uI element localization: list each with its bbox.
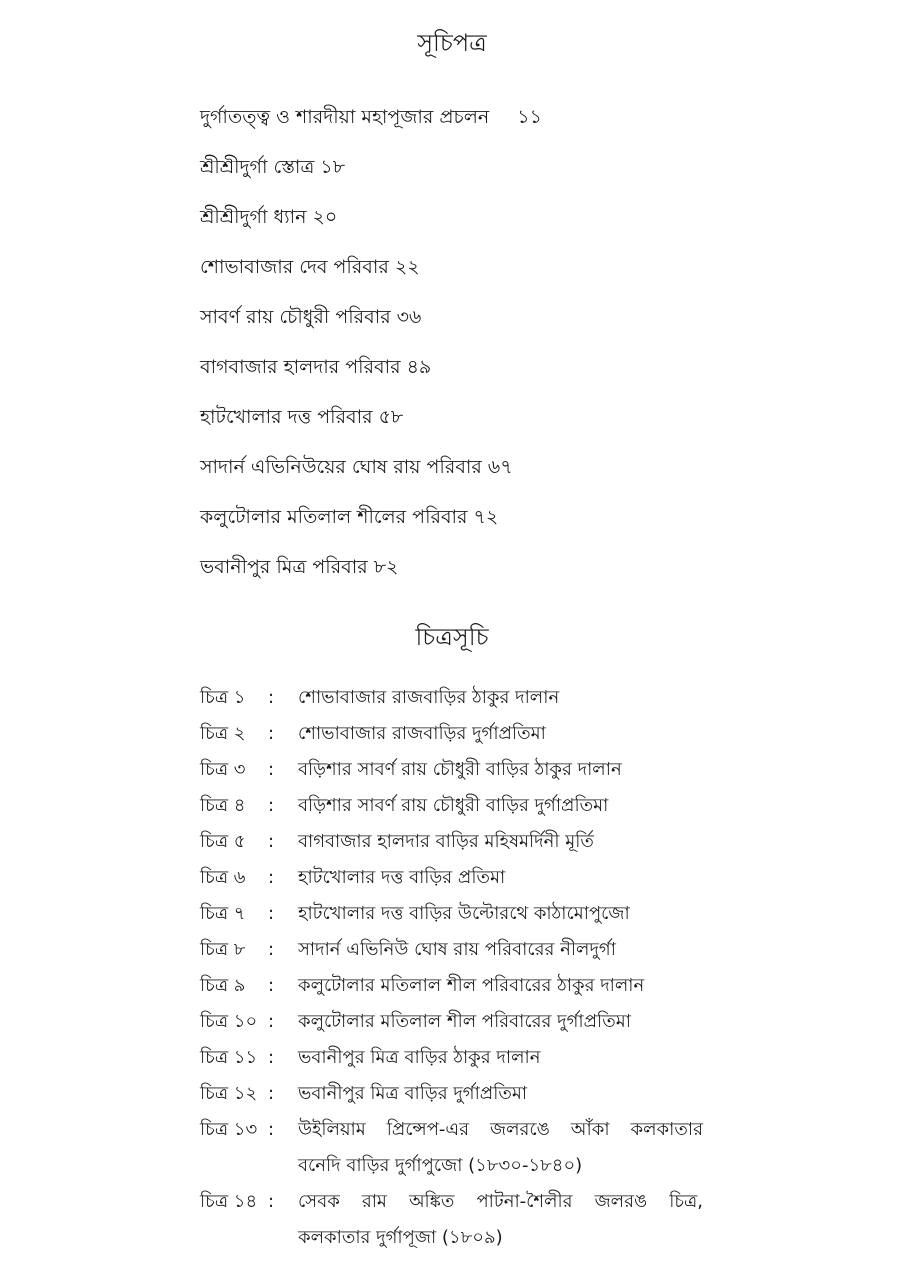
figure-caption: বাগবাজার হালদার বাড়ির মহিষমর্দিনী মূর্তি	[298, 831, 594, 852]
figure-row	[200, 896, 720, 932]
separator: :	[268, 1083, 275, 1104]
figure-row	[200, 1004, 720, 1040]
toc-item	[200, 300, 760, 350]
figure-row	[200, 1184, 720, 1256]
caption-line-1	[298, 1112, 703, 1148]
figure-row	[200, 752, 720, 788]
figure-caption: হাটখোলার দত্ত বাড়ির উল্টোরথে কাঠামোপুজো	[298, 903, 630, 924]
figure-label: চিত্র ৮	[200, 939, 246, 960]
figure-caption: কলুটোলার মতিলাল শীল পরিবারের ঠাকুর দালান	[298, 975, 645, 996]
figure-caption: শোভাবাজার রাজবাড়ির দুর্গাপ্রতিমা	[298, 723, 546, 744]
figure-row	[200, 1076, 720, 1112]
figure-caption: শোভাবাজার রাজবাড়ির ঠাকুর দালান	[298, 687, 560, 708]
toc-item-label: সাদার্ন এভিনিউয়ের ঘোষ রায় পরিবার	[200, 456, 482, 478]
figure-caption: হাটখোলার দত্ত বাড়ির প্রতিমা	[298, 867, 506, 888]
figure-label: চিত্র ৬	[200, 867, 246, 888]
caption-line-2: বনেদি বাড়ির দুর্গাপুজো (১৮৩০-১৮৪০)	[298, 1155, 583, 1176]
figure-label: চিত্র ৪	[200, 795, 246, 816]
separator: :	[268, 867, 275, 888]
toc-heading: সূচিপত্র	[417, 29, 487, 57]
toc-item	[200, 450, 760, 500]
separator: :	[268, 975, 275, 996]
caption-word: প্রিন্সেপ-এর	[386, 1119, 470, 1140]
figure-row	[200, 968, 720, 1004]
figure-label: চিত্র ১০	[200, 1011, 258, 1032]
figure-row	[200, 860, 720, 896]
separator: :	[268, 939, 275, 960]
separator: :	[268, 1191, 275, 1212]
toc-item	[200, 150, 760, 200]
caption-line-1	[298, 1184, 703, 1220]
toc-item-label: ভবানীপুর মিত্র পরিবার	[200, 556, 368, 578]
toc-item-label: সাবর্ণ রায় চৌধুরী পরিবার	[200, 306, 391, 328]
figure-label: চিত্র ৭	[200, 903, 246, 924]
toc-item-label: শ্রীশ্রীদুর্গা স্তোত্র	[200, 156, 315, 178]
separator: :	[268, 759, 275, 780]
caption-word: পাটনা-শৈলীর	[476, 1191, 573, 1212]
figure-label: চিত্র ১	[200, 687, 246, 708]
caption-word: জলরঙে	[489, 1119, 550, 1140]
toc-item	[200, 250, 760, 300]
toc-item	[200, 350, 760, 400]
figure-caption: বড়িশার সাবর্ণ রায় চৌধুরী বাড়ির ঠাকুর দালান	[298, 759, 622, 780]
figure-label: চিত্র ২	[200, 723, 246, 744]
figure-caption: বড়িশার সাবর্ণ রায় চৌধুরী বাড়ির দুর্গাপ্রতিমা	[298, 795, 609, 816]
toc-item-page: ৮২	[373, 556, 399, 578]
separator: :	[268, 831, 275, 852]
toc-item-label: কলুটোলার মতিলাল শীলের পরিবার	[200, 506, 468, 528]
toc-item	[200, 550, 760, 600]
toc-item-page: ১৮	[320, 156, 346, 178]
toc-item-page: ৫৮	[378, 406, 404, 428]
toc-item-label: হাটখোলার দত্ত পরিবার	[200, 406, 373, 428]
toc-item-label: শোভাবাজার দেব পরিবার	[200, 256, 389, 278]
figure-label: চিত্র ১৩	[200, 1119, 258, 1140]
figure-caption: ভবানীপুর মিত্র বাড়ির ঠাকুর দালান	[298, 1047, 541, 1068]
figure-row	[200, 788, 720, 824]
figure-caption	[298, 1112, 720, 1184]
figure-label: চিত্র ৩	[200, 759, 246, 780]
figure-caption	[298, 1184, 720, 1256]
caption-word: জলরঙ	[594, 1191, 648, 1212]
separator: :	[268, 723, 275, 744]
separator: :	[268, 795, 275, 816]
figure-label: চিত্র ১১	[200, 1047, 258, 1068]
toc-item-label: শ্রীশ্রীদুর্গা ধ্যান	[200, 206, 307, 228]
toc-item-label: দুর্গাতত্ত্ব ও শারদীয়া মহাপূজার প্রচলন	[200, 106, 490, 128]
caption-line-2: কলকাতার দুর্গাপূজা (১৮০৯)	[298, 1227, 503, 1248]
caption-word: রাম	[361, 1191, 387, 1212]
caption-word: কলকাতার	[630, 1119, 703, 1140]
separator: :	[268, 903, 275, 924]
figure-caption: সাদার্ন এভিনিউ ঘোষ রায় পরিবারের নীলদুর্গা	[298, 939, 616, 960]
caption-word: অঙ্কিত	[408, 1191, 455, 1212]
caption-word: সেবক	[298, 1191, 340, 1212]
figure-row	[200, 932, 720, 968]
figure-row	[200, 1040, 720, 1076]
toc-item-page: ৪৯	[406, 356, 432, 378]
toc-item-label: বাগবাজার হালদার পরিবার	[200, 356, 401, 378]
figure-label: চিত্র ১৪	[200, 1191, 258, 1212]
figure-row	[200, 716, 720, 752]
figure-row	[200, 1112, 720, 1184]
figure-label: চিত্র ৫	[200, 831, 246, 852]
separator: :	[268, 1047, 275, 1068]
toc-item-page: ২০	[312, 206, 338, 228]
figure-label: চিত্র ১২	[200, 1083, 258, 1104]
toc-item	[200, 400, 760, 450]
toc-item	[200, 500, 760, 550]
toc-item-page: ৬৭	[487, 456, 513, 478]
toc-item-page: ৭২	[473, 506, 499, 528]
figure-caption: কলুটোলার মতিলাল শীল পরিবারের দুর্গাপ্রতিমা	[298, 1011, 631, 1032]
figure-label: চিত্র ৯	[200, 975, 246, 996]
separator: :	[268, 1011, 275, 1032]
figure-list-heading: চিত্রসূচি	[415, 623, 489, 651]
caption-word: উইলিয়াম	[298, 1119, 366, 1140]
separator: :	[268, 687, 275, 708]
figure-row	[200, 824, 720, 860]
toc-item-page: ১১	[517, 106, 542, 128]
figure-row	[200, 680, 720, 716]
toc-item-page: ৩৬	[396, 306, 422, 328]
caption-word: আঁকা	[570, 1119, 610, 1140]
toc-list	[200, 100, 760, 600]
toc-item	[200, 100, 760, 150]
toc-item	[200, 200, 760, 250]
separator: :	[268, 1119, 275, 1140]
caption-word: চিত্র,	[669, 1191, 703, 1212]
toc-item-page: ২২	[394, 256, 420, 278]
figure-list	[200, 680, 720, 1256]
figure-caption: ভবানীপুর মিত্র বাড়ির দুর্গাপ্রতিমা	[298, 1083, 528, 1104]
